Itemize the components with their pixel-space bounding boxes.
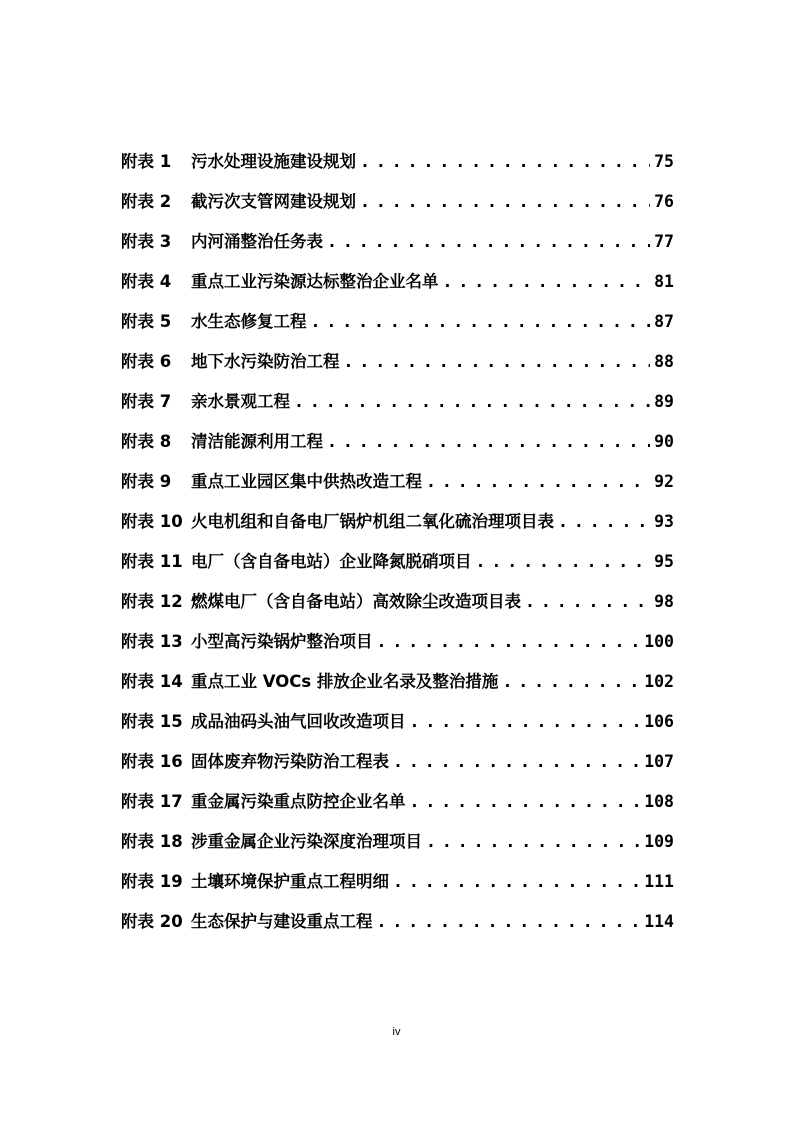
toc-dot-leader [443, 272, 651, 291]
toc-dot-leader [360, 192, 650, 211]
toc-entry-page: 90 [654, 432, 674, 451]
toc-entry-page: 106 [644, 712, 674, 731]
toc-entry-label: 附表 6 [121, 352, 172, 371]
toc-entry-label: 附表 11 [121, 552, 183, 571]
toc-entry-page: 111 [644, 872, 674, 891]
toc-entry[interactable] [121, 548, 674, 588]
toc-entry-page: 100 [644, 632, 674, 651]
toc-entry-label: 附表 4 [121, 272, 172, 291]
toc-entry-title: 污水处理设施建设规划 [191, 152, 356, 171]
toc-entry-title: 内河涌整治任务表 [191, 232, 323, 251]
toc-entry[interactable] [121, 628, 674, 668]
toc-entry-page: 76 [654, 192, 674, 211]
toc-entry-title: 重金属污染重点防控企业名单 [191, 792, 406, 811]
toc-entry[interactable] [121, 268, 674, 308]
toc-entry-page: 107 [644, 752, 674, 771]
toc-dot-leader [410, 712, 641, 731]
toc-entry-title: 截污次支管网建设规划 [191, 192, 356, 211]
toc-entry-page: 108 [644, 792, 674, 811]
toc-entry[interactable] [121, 148, 674, 188]
toc-entry[interactable] [121, 868, 674, 908]
toc-entry-label: 附表 19 [121, 872, 183, 891]
toc-entry[interactable] [121, 468, 674, 508]
toc-entry[interactable] [121, 188, 674, 228]
toc-entry-page: 109 [644, 832, 674, 851]
toc-entry-title: 地下水污染防治工程 [191, 352, 340, 371]
toc-entry-title: 涉重金属企业污染深度治理项目 [191, 832, 422, 851]
toc-entry-title: 小型高污染锅炉整治项目 [191, 632, 373, 651]
toc-dot-leader [476, 552, 651, 571]
toc-dot-leader [327, 232, 650, 251]
toc-entry-title: 水生态修复工程 [191, 312, 307, 331]
toc-entry-label: 附表 12 [121, 592, 183, 611]
toc-entry-page: 88 [654, 352, 674, 371]
toc-dot-leader [558, 512, 650, 531]
toc-entry[interactable] [121, 588, 674, 628]
toc-entry[interactable] [121, 388, 674, 428]
toc-dot-leader [393, 872, 640, 891]
toc-entry-title: 生态保护与建设重点工程 [191, 912, 373, 931]
toc-entry-page: 102 [644, 672, 674, 691]
toc-entry-page: 98 [654, 592, 674, 611]
toc-dot-leader [327, 432, 650, 451]
toc-entry-title: 重点工业污染源达标整治企业名单 [191, 272, 439, 291]
toc-entry-page: 95 [654, 552, 674, 571]
toc-entry-title: 燃煤电厂（含自备电站）高效除尘改造项目表 [191, 592, 521, 611]
toc-entry-label: 附表 5 [121, 312, 172, 331]
toc-entry-page: 81 [654, 272, 674, 291]
toc-entry-title: 亲水景观工程 [191, 392, 290, 411]
toc-entry[interactable] [121, 508, 674, 548]
toc-dot-leader [344, 352, 651, 371]
toc-entry-label: 附表 10 [121, 512, 183, 531]
toc-entry-page: 92 [654, 472, 674, 491]
toc-entry-title: 成品油码头油气回收改造项目 [191, 712, 406, 731]
toc-entry-title: 清洁能源利用工程 [191, 432, 323, 451]
toc-entry-page: 87 [654, 312, 674, 331]
toc-entry[interactable] [121, 428, 674, 468]
toc-entry-label: 附表 20 [121, 912, 183, 931]
toc-entry[interactable] [121, 708, 674, 748]
toc-entry[interactable] [121, 668, 674, 708]
toc-entry-page: 93 [654, 512, 674, 531]
toc-entry-page: 75 [654, 152, 674, 171]
toc-dot-leader [426, 472, 650, 491]
toc-entry-label: 附表 16 [121, 752, 183, 771]
toc-entry[interactable] [121, 228, 674, 268]
toc-entry-title: 土壤环境保护重点工程明细 [191, 872, 389, 891]
toc-dot-leader [311, 312, 651, 331]
toc-dot-leader [377, 632, 641, 651]
toc-entry-label: 附表 1 [121, 152, 172, 171]
toc-dot-leader [426, 832, 640, 851]
toc-entry[interactable] [121, 748, 674, 788]
toc-entry-label: 附表 3 [121, 232, 172, 251]
toc-dot-leader [525, 592, 650, 611]
toc-entry[interactable] [121, 828, 674, 868]
toc-entry[interactable] [121, 308, 674, 348]
toc-entry-label: 附表 18 [121, 832, 183, 851]
toc-entry-title: 电厂（含自备电站）企业降氮脱硝项目 [191, 552, 472, 571]
toc-entry-label: 附表 14 [121, 672, 183, 691]
table-of-contents [121, 148, 674, 948]
toc-dot-leader [294, 392, 650, 411]
toc-dot-leader [502, 672, 640, 691]
toc-entry-title: 重点工业 VOCs 排放企业名录及整治措施 [191, 672, 499, 691]
toc-dot-leader [377, 912, 641, 931]
toc-entry-label: 附表 13 [121, 632, 183, 651]
toc-entry-title: 固体废弃物污染防治工程表 [191, 752, 389, 771]
toc-entry-label: 附表 8 [121, 432, 172, 451]
toc-entry[interactable] [121, 908, 674, 948]
toc-entry[interactable] [121, 788, 674, 828]
toc-entry-page: 77 [654, 232, 674, 251]
toc-entry-label: 附表 17 [121, 792, 183, 811]
toc-entry-label: 附表 2 [121, 192, 172, 211]
toc-entry[interactable] [121, 348, 674, 388]
toc-entry-label: 附表 7 [121, 392, 172, 411]
toc-entry-label: 附表 9 [121, 472, 172, 491]
toc-entry-page: 114 [644, 912, 674, 931]
toc-entry-label: 附表 15 [121, 712, 183, 731]
toc-entry-page: 89 [654, 392, 674, 411]
toc-entry-title: 火电机组和自备电厂锅炉机组二氧化硫治理项目表 [191, 512, 554, 531]
toc-dot-leader [393, 752, 640, 771]
toc-dot-leader [360, 152, 650, 171]
toc-dot-leader [410, 792, 641, 811]
toc-entry-title: 重点工业园区集中供热改造工程 [191, 472, 422, 491]
page-number: iv [392, 1026, 401, 1038]
